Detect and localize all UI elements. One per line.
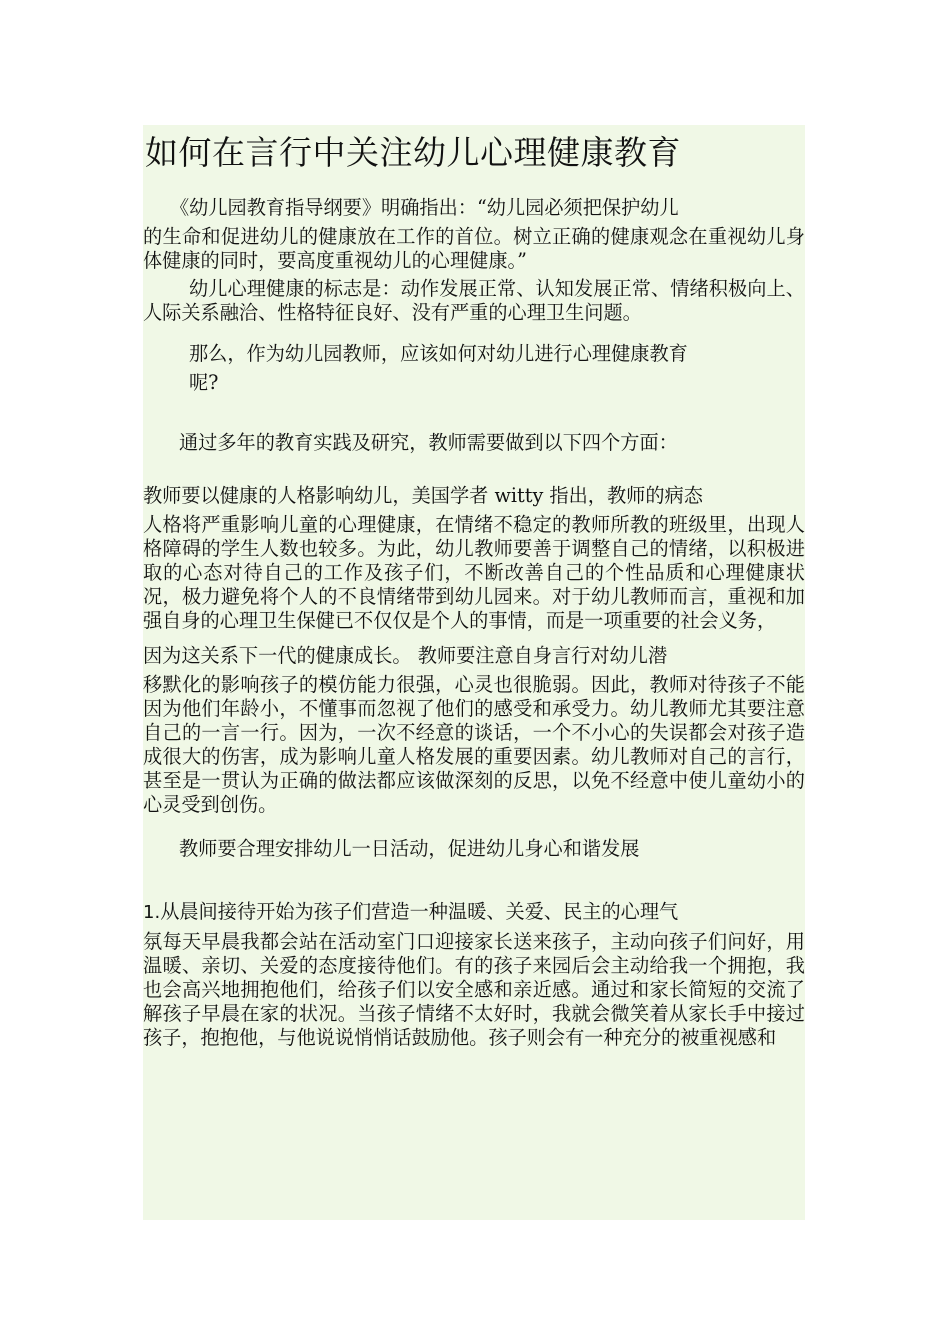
paragraph-guideline-quote xyxy=(143,191,805,273)
document-page xyxy=(143,125,805,1220)
paragraph-first-line: 那么，作为幼儿园教师，应该如何对幼儿进行心理健康教育 xyxy=(189,342,688,365)
paragraph-body: 氛每天早晨我都会站在活动室门口迎接家长送来孩子，主动向孩子们问好，用温暖、亲切、关爱的态度接待他们。有的孩子来园后会主动给我一个拥抱，我也会高兴地拥抱他们，给孩子们以安全感和亲近感。通过和家长简短的交流了解孩子早晨在家的状况。当孩子情绪不太好时，我就会微笑着从家长手中接过孩子，抱抱他，与他说说悄悄话鼓励他。孩子则会有一种充分的被重视感和 xyxy=(143,930,805,1049)
paragraph-body: 人格将严重影响儿童的心理健康，在情绪不稳定的教师所教的班级里，出现人格障碍的学生人数也较多。为此，幼儿教师要善于调整自己的情绪，以积极进取的心态对待自己的工作及孩子们，不断改善自己的个性品质和心理健康状况，极力避免将个人的不良情绪带到幼儿园来。对于幼儿教师而言，重视和加强自身的心理卫生保健已不仅仅是个人的事情，而是一项重要的社会义务， xyxy=(143,513,805,632)
paragraph-body: 呢? xyxy=(189,371,219,394)
paragraph-first-line xyxy=(143,895,805,930)
paragraph-body: 移默化的影响孩子的模仿能力很强，心灵也很脆弱。因此，教师对待孩子不能因为他们年龄小，不懂事而忽视了他们的感受和承受力。幼儿教师尤其要注意自己的一言一行。因为，一次不经意的谈话，一个不小心的失误都会对孩子造成很大的伤害，成为影响儿童人格发展的重要因素。幼儿教师对自己的言行，甚至是一贯认为正确的做法都应该做深刻的反思，以免不经意中使儿童幼小的心灵受到创伤。 xyxy=(143,673,805,816)
paragraph-first-line: 《幼儿园教育指导纲要》明确指出：“幼儿园必须把保护幼儿 xyxy=(170,196,679,219)
paragraph-first-line-text: 从晨间接待开始为孩子们营造一种温暖、关爱、民主的心理气 xyxy=(160,900,679,923)
paragraph-body: 的生命和促进幼儿的健康放在工作的首位。树立正确的健康观念在重视幼儿身体健康的同时，要高度重视幼儿的心理健康。” xyxy=(143,225,805,272)
paragraph-four-aspects: 通过多年的教育实践及研究，教师需要做到以下四个方面： xyxy=(179,431,678,454)
paragraph-first-line: 因为这关系下一代的健康成长。 教师要注意自身言行对幼儿潜 xyxy=(143,644,668,667)
document-title: 如何在言行中关注幼儿心理健康教育 xyxy=(145,133,681,172)
paragraph-teacher-conduct xyxy=(143,639,805,817)
paragraph-teacher-personality xyxy=(143,479,805,633)
paragraph-question xyxy=(143,337,805,395)
paragraph-morning-reception xyxy=(143,895,805,1050)
list-number: 1. xyxy=(143,902,161,923)
paragraph-daily-activity: 教师要合理安排幼儿一日活动，促进幼儿身心和谐发展 xyxy=(179,837,640,860)
paragraph-health-signs: 幼儿心理健康的标志是：动作发展正常、认知发展正常、情绪积极向上、人际关系融洽、性格特征良好、没有严重的心理卫生问题。 xyxy=(143,277,805,324)
paragraph-first-line: 教师要以健康的人格影响幼儿，美国学者 witty 指出，教师的病态 xyxy=(143,484,703,507)
